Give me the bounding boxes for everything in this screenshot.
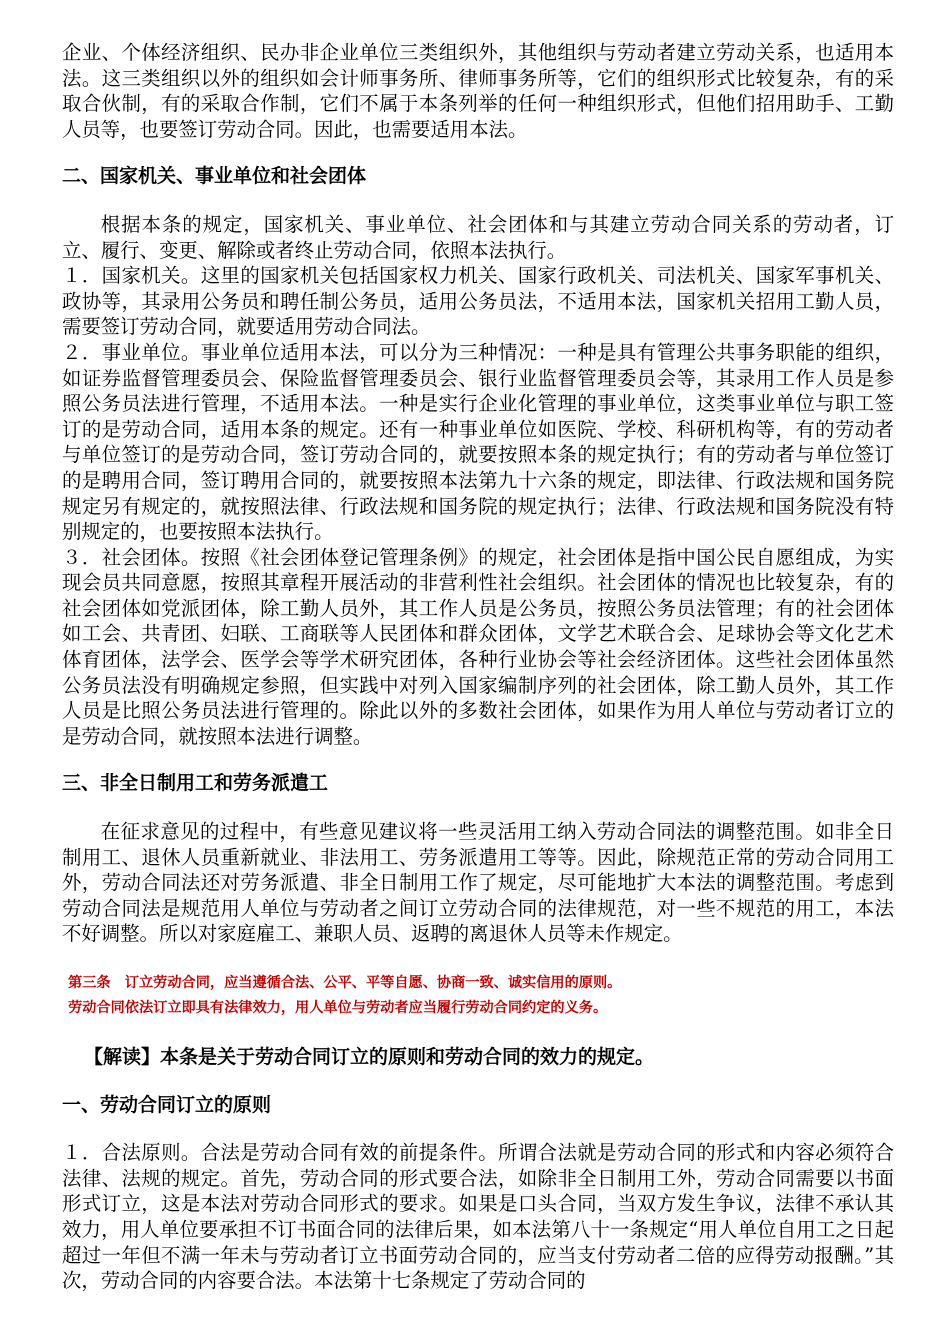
interpretation-heading: 【解读】本条是关于劳动合同订立的原则和劳动合同的效力的规定。 (84, 1046, 655, 1068)
section-heading-2: 二、国家机关、事业单位和社会团体 (62, 165, 367, 188)
paragraph-public-institutions: ２．事业单位。事业单位适用本法，可以分为三种情况：一种是具有管理公共事务职能的组织，如证券监督管理委员会、保险监督管理委员会、银行业监督管理委员会等，其录用工作人员是参照公务员法进行管理，不适用本法。一种是实行企业化管理的事业单位，这类事业单位与职工签订的是劳动合同，适用本条的规定。还有一种事业单位如医院、学校、科研机构等，有的劳动者与单位签订的是劳动合同，签订劳动合同的，就要按照本条的规定执行；有的劳动者与单位签订的是聘用合同，签订聘用合同的，就要按照本法第九十六条的规定，即法律、行政法规和国务院规定另有规定的，就按照法律、行政法规和国务院的规定执行；法律、行政法规和国务院没有特别规定的，也要按照本法执行。 (62, 340, 894, 544)
paragraph-legality-principle: １．合法原则。合法是劳动合同有效的前提条件。所谓合法就是劳动合同的形式和内容必须符合法律、法规的规定。首先，劳动合同的形式要合法，如除非全日制用工外，劳动合同需要以书面形式订立，这是本法对劳动合同形式的要求。如果是口头合同，当双方发生争议，法律不承认其效力，用人单位要承担不订书面合同的法律后果，如本法第八十一条规定“用人单位自用工之日起超过一年但不满一年未与劳动者订立书面劳动合同的，应当支付劳动者二倍的应得劳动报酬。”其次，劳动合同的内容要合法。本法第十七条规定了劳动合同的 (62, 1141, 894, 1293)
paragraph-intro: 企业、个体经济组织、民办非企业单位三类组织外，其他组织与劳动者建立劳动关系，也适用本法。这三类组织以外的组织如会计师事务所、律师事务所等，它们的组织形式比较复杂，有的采取合伙制，有的采取合作制，它们不属于本条列举的任何一种组织形式，但他们招用助手、工勤人员等，也要签订劳动合同。因此，也需要适用本法。 (62, 41, 894, 141)
article-3-line-2: 劳动合同依法订立即具有法律效力，用人单位与劳动者应当履行劳动合同约定的义务。 (68, 1000, 608, 1016)
article-3-line-1: 第三条 订立劳动合同，应当遵循合法、公平、平等自愿、协商一致、诚实信用的原则。 (68, 975, 622, 991)
paragraph-scope: 根据本条的规定，国家机关、事业单位、社会团体和与其建立劳动合同关系的劳动者，订立、履行、变更、解除或者终止劳动合同，依照本法执行。 (62, 212, 894, 262)
section-heading-3: 三、非全日制用工和劳务派遣工 (62, 772, 329, 795)
paragraph-flexible-employment: 在征求意见的过程中，有些意见建议将一些灵活用工纳入劳动合同法的调整范围。如非全日制用工、退休人员重新就业、非法用工、劳务派遣用工等等。因此，除规范正常的劳动合同用工外，劳动合同法还对劳务派遣、非全日制用工作了规定，尽可能地扩大本法的调整范围。考虑到劳动合同法是规范用人单位与劳动者之间订立劳动合同的法律规范，对一些不规范的用工，本法不好调整。所以对家庭雇工、兼职人员、返聘的离退休人员等未作规定。 (62, 820, 894, 946)
paragraph-state-organs: １．国家机关。这里的国家机关包括国家权力机关、国家行政机关、司法机关、国家军事机关、政协等，其录用公务员和聘任制公务员，适用公务员法，不适用本法，国家机关招用工勤人员，需要签订劳动合同，就要适用劳动合同法。 (62, 264, 894, 339)
paragraph-social-organizations: ３．社会团体。按照《社会团体登记管理条例》的规定，社会团体是指中国公民自愿组成，为实现会员共同意愿，按照其章程开展活动的非营利性社会组织。社会团体的情况也比较复杂，有的社会团体如党派团体，除工勤人员外，其工作人员是公务员，按照公务员法管理；有的社会团体如工会、共青团、妇联、工商联等人民团体和群众团体，文学艺术联合会、足球协会等文化艺术体育团体，法学会、医学会等学术研究团体，各种行业协会等社会经济团体。这些社会团体虽然公务员法没有明确规定参照，但实践中对列入国家编制序列的社会团体，除工勤人员外，其工作人员是比照公务员法进行管理的。除此以外的多数社会团体，如果作为用人单位与劳动者订立的是劳动合同，就按照本法进行调整。 (62, 545, 894, 748)
section-heading-principles: 一、劳动合同订立的原则 (62, 1093, 272, 1116)
